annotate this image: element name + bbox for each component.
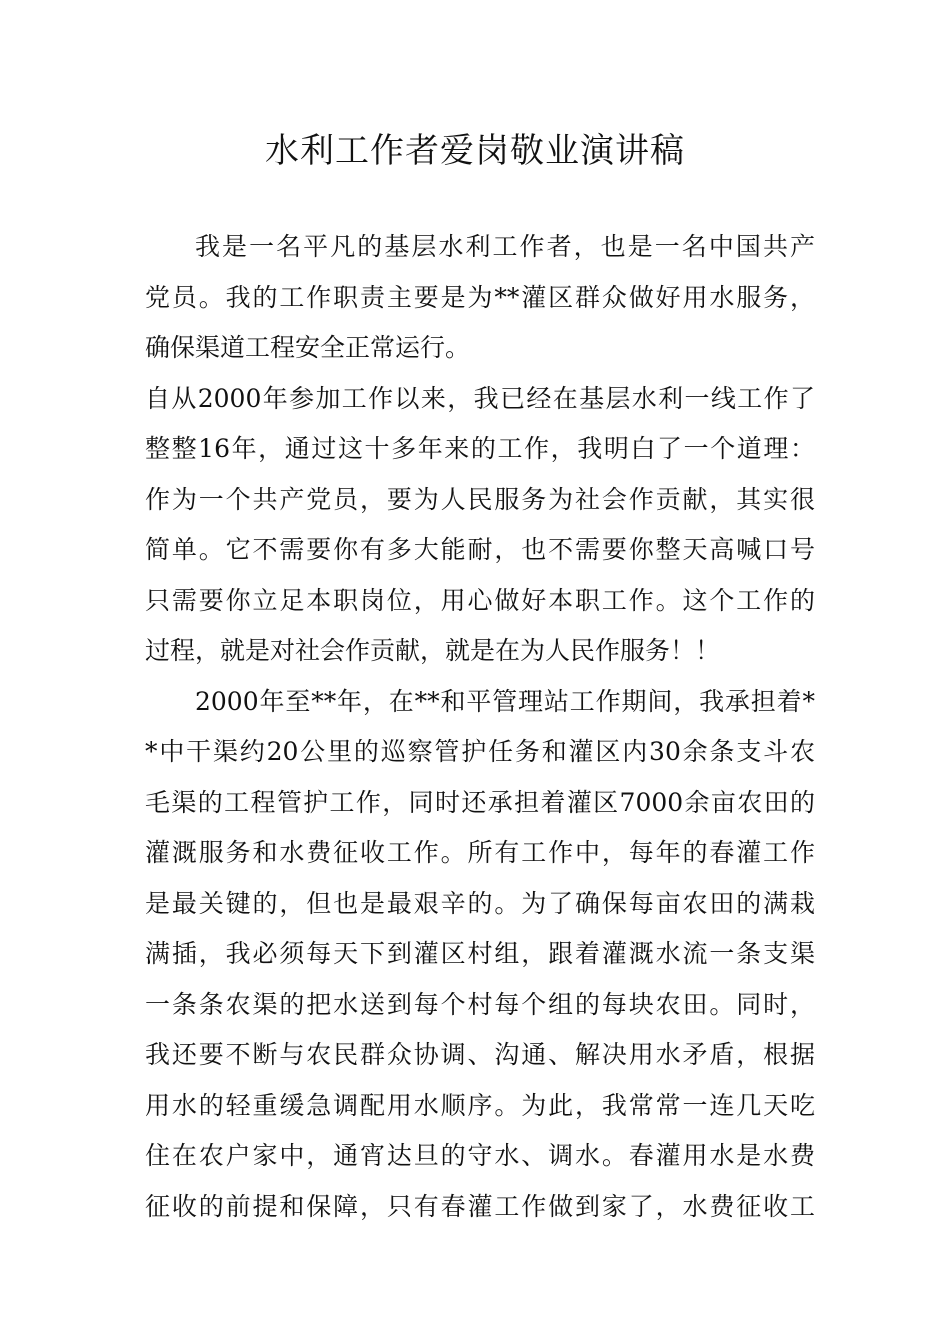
paragraph-line: 作为一个共产党员，要为人民服务为社会作贡献，其实很 (145, 484, 815, 514)
paragraph-line: 用水的轻重缓急调配用水顺序。为此，我常常一连几天吃 (145, 1090, 815, 1120)
paragraph-line: 只需要你立足本职岗位，用心做好本职工作。这个工作的 (145, 585, 815, 615)
paragraph-line: 2000年至**年，在**和平管理站工作期间，我承担着* (195, 686, 815, 716)
paragraph-line: 自从2000年参加工作以来，我已经在基层水利一线工作了 (145, 383, 815, 413)
document-body (145, 222, 815, 1232)
paragraph-line: 是最关键的，但也是最艰辛的。为了确保每亩农田的满栽 (145, 888, 815, 918)
paragraph-line: 党员。我的工作职责主要是为**灌区群众做好用水服务， (145, 282, 815, 312)
paragraph-line: *中干渠约20公里的巡察管护任务和灌区内30余条支斗农 (145, 737, 815, 766)
paragraph-line: 满插，我必须每天下到灌区村组，跟着灌溉水流一条支渠 (145, 939, 815, 968)
paragraph-line: 一条条农渠的把水送到每个村每个组的每块农田。同时， (145, 989, 815, 1019)
paragraph-line: 我是一名平凡的基层水利工作者，也是一名中国共产 (195, 232, 815, 261)
paragraph-line: 整整16年，通过这十多年来的工作，我明白了一个道理： (145, 434, 815, 463)
paragraph-line: 过程，就是对社会作贡献，就是在为人民作服务！！ (145, 636, 721, 665)
paragraph-line: 我还要不断与农民群众协调、沟通、解决用水矛盾，根据 (145, 1040, 815, 1069)
paragraph-line: 简单。它不需要你有多大能耐，也不需要你整天高喊口号 (145, 535, 815, 564)
paragraph-line: 征收的前提和保障，只有春灌工作做到家了，水费征收工 (145, 1191, 815, 1221)
paragraph-line: 住在农户家中，通宵达旦的守水、调水。春灌用水是水费 (145, 1141, 815, 1170)
paragraph-line: 确保渠道工程安全正常运行。 (145, 333, 471, 362)
paragraph-line: 灌溉服务和水费征收工作。所有工作中，每年的春灌工作 (145, 838, 815, 867)
document-title: 水利工作者爱岗敬业演讲稿 (265, 131, 685, 171)
paragraph-line: 毛渠的工程管护工作，同时还承担着灌区7000余亩农田的 (145, 787, 815, 817)
